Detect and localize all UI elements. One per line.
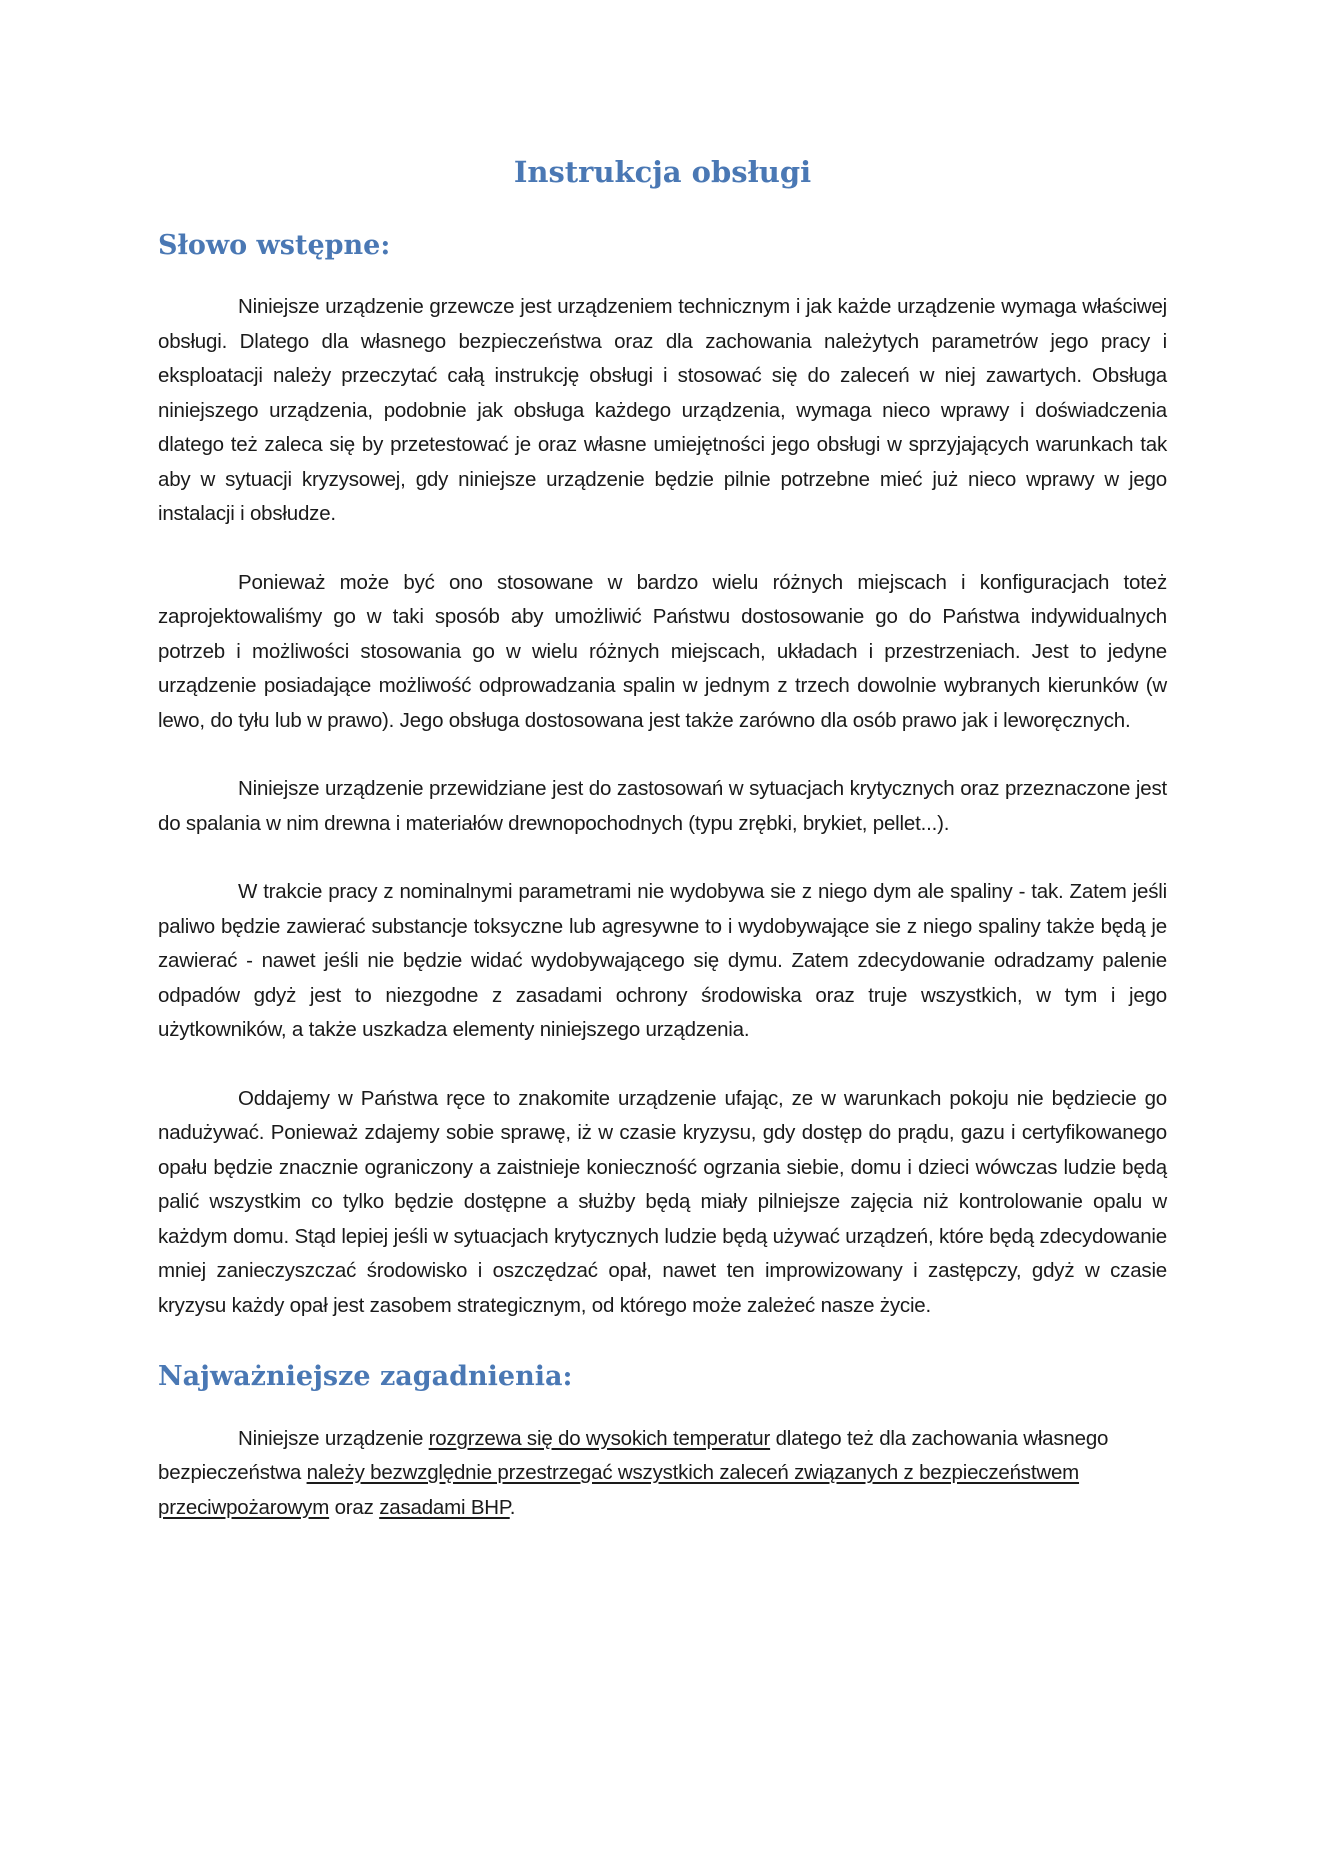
section-heading-key-issues: Najważniejsze zagadnienia: xyxy=(158,1361,573,1393)
text-run: Niniejsze urządzenie xyxy=(238,1426,429,1450)
underlined-text-fire-safety: należy bezwzględnie przestrzegać wszystkich zaleceń związanych z bezpieczeństwem przeciwpożarowym xyxy=(158,1461,1080,1519)
text-run: oraz xyxy=(329,1495,380,1519)
foreword-paragraph-2: Ponieważ może być ono stosowane w bardzo wielu różnych miejscach i konfiguracjach toteż zaprojektowaliśmy go w taki sposób aby umożliwić Państwu dostosowanie go do Państwa indywidualnych potrzeb i możliwości stosowania go w wielu różnych miejscach, układach i przestrzeniach. Jest to jedyne urządzenie posiadające możliwość odprowadzania spalin w jednym z trzech dowolnie wybranych kierunków (w lewo, do tyłu lub w prawo). Jego obsługa dostosowana jest także zarówno dla osób prawo jak i leworęcznych. xyxy=(158,570,1167,732)
document-title: Instrukcja obsługi xyxy=(513,155,812,189)
section-heading-foreword: Słowo wstępne: xyxy=(158,229,391,261)
foreword-paragraph-3: Niniejsze urządzenie przewidziane jest do zastosowań w sytuacjach krytycznych oraz przeznaczone jest do spalania w nim drewna i materiałów drewnopochodnych (typu zrębki, brykiet, pellet...). xyxy=(158,777,1167,835)
foreword-paragraph-4: W trakcie pracy z nominalnymi parametrami nie wydobywa sie z niego dym ale spaliny - tak. Zatem jeśli paliwo będzie zawierać substancje toksyczne lub agresywne to i wydobywające sie z niego spaliny także będą je zawierać - nawet jeśli nie będzie widać wydobywającego się dymu. Zatem zdecydowanie odradzamy palenie odpadów gdyż jest to niezgodne z zasadami ochrony środowiska oraz truje wszystkich, w tym i jego użytkowników, a także uszkadza elementy niniejszego urządzenia. xyxy=(158,880,1167,1042)
underlined-text-high-temperatures: rozgrzewa się do wysokich temperatur xyxy=(428,1426,771,1450)
key-issues-paragraph xyxy=(158,1422,1167,1526)
foreword-paragraph-5: Oddajemy w Państwa ręce to znakomite urządzenie ufając, ze w warunkach pokoju nie będziecie go nadużywać. Ponieważ zdajemy sobie sprawę, iż w czasie kryzysu, gdy dostęp do prądu, gazu i certyfikowanego opału będzie znacznie ograniczony a zaistnieje konieczność ogrzania siebie, domu i dzieci wówczas ludzie będą palić wszystkim co tylko będzie dostępne a służby będą miały pilniejsze zajęcia niż kontrolowanie opalu w każdym domu. Stąd lepiej jeśli w sytuacjach krytycznych ludzie będą używać urządzeń, które będą zdecydowanie mniej zanieczyszczać środowisko i oszczędzać opał, nawet ten improwizowany i zastępczy, gdyż w czasie kryzysu każdy opał jest zasobem strategicznym, od którego może zależeć nasze życie. xyxy=(158,1086,1167,1317)
foreword-paragraph-1: Niniejsze urządzenie grzewcze jest urządzeniem technicznym i jak każde urządzenie wymaga właściwej obsługi. Dlatego dla własnego bezpieczeństwa oraz dla zachowania należytych parametrów jego pracy i eksploatacji należy przeczytać całą instrukcję obsługi i stosować się do zaleceń w niej zawartych. Obsługa niniejszego urządzenia, podobnie jak obsługa każdego urządzenia, wymaga nieco wprawy i doświadczenia dlatego też zaleca się by przetestować je oraz własne umiejętności jego obsługi w sprzyjających warunkach tak aby w sytuacji kryzysowej, gdy niniejsze urządzenie będzie pilnie potrzebne mieć już nieco wprawy w jego instalacji i obsłudze. xyxy=(158,295,1167,526)
text-run: . xyxy=(509,1495,516,1519)
underlined-text-bhp: zasadami BHP xyxy=(379,1495,510,1519)
text-run: dlatego też dla zachowania własnego bezpieczeństwa xyxy=(158,1426,1109,1485)
